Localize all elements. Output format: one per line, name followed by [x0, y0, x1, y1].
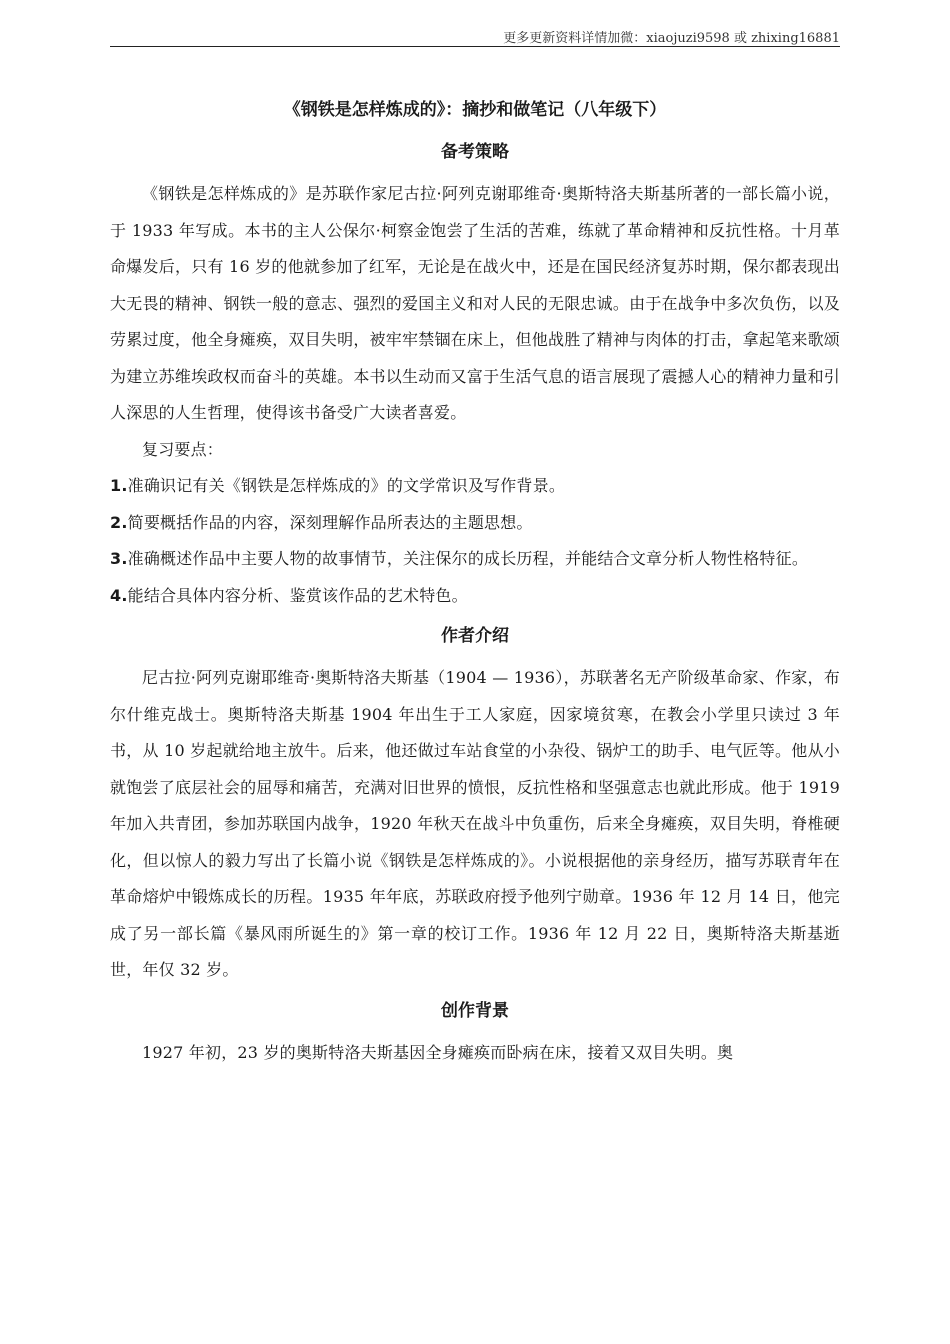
header-divider — [110, 46, 840, 47]
document-body — [110, 92, 840, 1071]
review-points-label: 复习要点： — [142, 439, 224, 459]
strategy-intro-paragraph: 《钢铁是怎样炼成的》是苏联作家尼古拉·阿列克谢耶维奇·奥斯特洛夫斯基所著的一部长篇小说，于 1933 年写成。本书的主人公保尔·柯察金饱尝了生活的苦难，练就了革命精神和反抗性格。十月革命爆发后，只有 16 岁的他就参加了红军，无论是在战火中，还是在国民经济复苏时期，保尔都表现出大无畏的精神、钢铁一般的意志、强烈的爱国主义和对人民的无限忠诚。由于在战争中多次负伤，以及劳累过度，他全身瘫痪，双目失明，被牢牢禁锢在床上，但他战胜了精神与肉体的打击，拿起笔来歌颂为建立苏维埃政权而奋斗的英雄。本书以生动而又富于生活气息的语言展现了震撼人心的精神力量和引人深思的人生哲理，使得该书备受广大读者喜爱。 — [110, 184, 840, 422]
review-point — [110, 578, 840, 615]
review-point-number: 3. — [110, 549, 128, 568]
author-heading: 作者介绍 — [441, 626, 509, 646]
review-point-text: 准确概述作品中主要人物的故事情节，关注保尔的成长历程，并能结合文章分析人物性格特征。 — [127, 549, 809, 568]
review-point — [110, 505, 840, 542]
background-heading: 创作背景 — [441, 1000, 509, 1021]
background-paragraph: 1927 年初，23 岁的奥斯特洛夫斯基因全身瘫痪而卧病在床，接着又双目失明。奥 — [142, 1042, 734, 1062]
document-title: 《钢铁是怎样炼成的》：摘抄和做笔记（八年级下） — [283, 100, 667, 120]
review-point — [110, 468, 840, 505]
review-point-text: 简要概括作品的内容，深刻理解作品所表达的主题思想。 — [127, 512, 533, 532]
review-point-text: 能结合具体内容分析、鉴赏该作品的艺术特色。 — [127, 585, 468, 605]
author-paragraph: 尼古拉·阿列克谢耶维奇·奥斯特洛夫斯基（1904 — 1936），苏联著名无产阶级革命家、作家，布尔什维克战士。奥斯特洛夫斯基 1904 年出生于工人家庭，因家境贫寒，在教会小学里只读过 3 年书，从 10 岁起就给地主放牛。后来，他还做过车站食堂的小杂役、锅炉工的助手、电气匠等。他从小就饱尝了底层社会的屈辱和痛苦，充满对旧世界的愤恨，反抗性格和坚强意志也就此形成。他于 1919 年加入共青团，参加苏联国内战争，1920 年秋天在战斗中负重伤，后来全身瘫痪，双目失明，脊椎硬化，但以惊人的毅力写出了长篇小说《钢铁是怎样炼成的》。小说根据他的亲身经历，描写苏联青年在革命熔炉中锻炼成长的历程。1935 年年底，苏联政府授予他列宁勋章。1936 年 12 月 14 日，他完成了另一部长篇《暴风雨所诞生的》第一章的校订工作。1936 年 12 月 22 日，奥斯特洛夫斯基逝世，年仅 32 岁。 — [110, 668, 840, 979]
strategy-heading: 备考策略 — [441, 142, 509, 162]
review-point-text: 准确识记有关《钢铁是怎样炼成的》的文学常识及写作背景。 — [127, 476, 566, 495]
review-point-number: 1. — [110, 476, 128, 495]
review-point-number: 4. — [110, 585, 128, 605]
header-contact-note: 更多更新资料详情加微：xiaojuzi9598 或 zhixing16881 — [503, 31, 840, 46]
review-point — [110, 541, 840, 578]
review-point-number: 2. — [110, 512, 128, 532]
